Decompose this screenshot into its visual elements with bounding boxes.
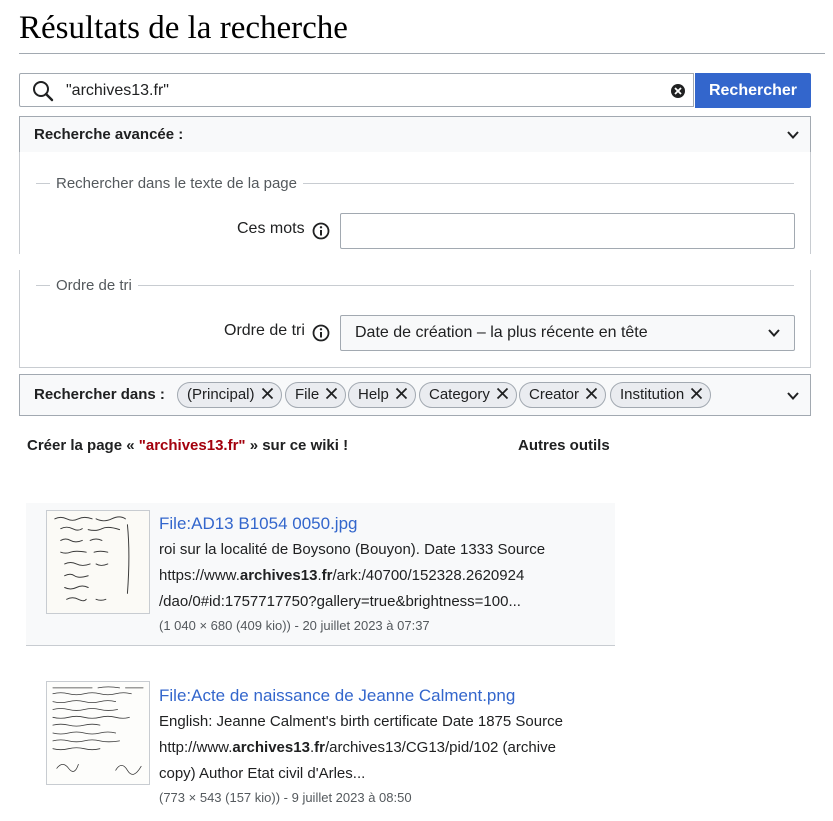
snippet-line bbox=[159, 735, 609, 761]
snippet-line: copy) Author Etat civil d'Arles... bbox=[159, 765, 366, 782]
create-page-link[interactable]: "archives13.fr" bbox=[138, 437, 246, 454]
result-title-link[interactable]: File:Acte de naissance de Jeanne Calment.png bbox=[159, 686, 516, 705]
snippet-highlight: archives13 bbox=[239, 567, 318, 584]
result-metadata: (773 × 543 (157 kio)) - 9 juillet 2023 à 08:50 bbox=[159, 790, 412, 805]
result-thumbnail[interactable] bbox=[46, 681, 150, 785]
snippet-line: roi sur la localité de Boysono (Bouyon). Date 1333 Source bbox=[159, 541, 546, 558]
snippet-text: . bbox=[317, 567, 322, 584]
close-icon[interactable] bbox=[585, 387, 598, 400]
create-suffix: » sur ce wiki ! bbox=[245, 437, 349, 454]
snippet-highlight: archives13 bbox=[232, 739, 310, 756]
advanced-section-text bbox=[19, 152, 811, 254]
search-button[interactable]: Rechercher bbox=[695, 73, 811, 108]
info-icon[interactable] bbox=[312, 222, 330, 240]
namespace-chip[interactable] bbox=[177, 382, 282, 408]
search-input[interactable] bbox=[19, 73, 694, 107]
snippet-text: /ark:/40700/152328.2620924 bbox=[332, 567, 525, 584]
close-icon[interactable] bbox=[395, 387, 408, 400]
section-legend-sort: Ordre de tri bbox=[50, 277, 138, 294]
chip-label: File bbox=[295, 386, 320, 403]
search-result bbox=[26, 503, 615, 646]
section-legend-text: Rechercher dans le texte de la page bbox=[50, 175, 303, 192]
sort-order-select[interactable] bbox=[340, 315, 795, 351]
chevron-down-icon bbox=[767, 326, 781, 340]
search-result bbox=[26, 676, 615, 816]
sort-order-label: Ordre de tri bbox=[224, 322, 305, 339]
page-title: Résultats de la recherche bbox=[19, 10, 348, 46]
chevron-down-icon[interactable] bbox=[786, 389, 800, 403]
result-snippet bbox=[159, 709, 609, 787]
chip-label: (Principal) bbox=[187, 386, 255, 403]
clear-icon[interactable] bbox=[670, 83, 686, 99]
legend-rule bbox=[36, 285, 794, 286]
snippet-text: /archives13/CG13/pid/102 (archive bbox=[324, 739, 556, 756]
snippet-highlight: fr bbox=[314, 739, 325, 756]
info-icon[interactable] bbox=[312, 324, 330, 342]
chip-label: Category bbox=[429, 386, 490, 403]
create-page-notice bbox=[27, 437, 348, 454]
advanced-section-sort bbox=[19, 270, 811, 368]
advanced-search-label: Recherche avancée : bbox=[34, 126, 184, 143]
snippet-line bbox=[159, 563, 609, 589]
chip-label: Help bbox=[358, 386, 389, 403]
result-title-link[interactable]: File:AD13 B1054 0050.jpg bbox=[159, 514, 358, 533]
snippet-highlight: fr bbox=[321, 567, 333, 584]
snippet-text: https://www. bbox=[159, 567, 240, 584]
advanced-search-toggle[interactable] bbox=[19, 116, 811, 153]
chip-label: Creator bbox=[529, 386, 580, 403]
search-value[interactable]: "archives13.fr" bbox=[66, 82, 169, 99]
chip-label: Institution bbox=[620, 386, 685, 403]
sort-order-value: Date de création – la plus récente en tête bbox=[355, 324, 648, 341]
namespace-selector[interactable] bbox=[19, 374, 811, 416]
search-icon bbox=[32, 80, 54, 102]
these-words-label: Ces mots bbox=[237, 220, 305, 237]
snippet-text: http://www. bbox=[159, 739, 233, 756]
close-icon[interactable] bbox=[261, 387, 274, 400]
other-tools-menu[interactable]: Autres outils bbox=[518, 437, 610, 454]
result-metadata: (1 040 × 680 (409 kio)) - 20 juillet 2023 à 07:37 bbox=[159, 618, 430, 633]
namespace-label: Rechercher dans : bbox=[34, 386, 165, 403]
chevron-down-icon[interactable] bbox=[786, 128, 800, 142]
namespace-chip[interactable] bbox=[419, 382, 517, 408]
snippet-line: English: Jeanne Calment's birth certificate Date 1875 Source bbox=[159, 713, 563, 730]
namespace-chip[interactable] bbox=[519, 382, 606, 408]
namespace-chip[interactable] bbox=[285, 382, 346, 408]
snippet-line: /dao/0#id:1757717750?gallery=true&brightness=100... bbox=[159, 593, 521, 610]
close-icon[interactable] bbox=[325, 387, 338, 400]
these-words-input[interactable] bbox=[340, 213, 795, 249]
result-snippet bbox=[159, 537, 609, 615]
create-prefix: Créer la page « bbox=[27, 437, 139, 454]
close-icon[interactable] bbox=[690, 387, 703, 400]
namespace-chip[interactable] bbox=[610, 382, 711, 408]
close-icon[interactable] bbox=[496, 387, 509, 400]
snippet-text: . bbox=[309, 739, 315, 756]
result-thumbnail[interactable] bbox=[46, 510, 150, 614]
title-divider bbox=[19, 53, 825, 54]
namespace-chip[interactable] bbox=[348, 382, 416, 408]
